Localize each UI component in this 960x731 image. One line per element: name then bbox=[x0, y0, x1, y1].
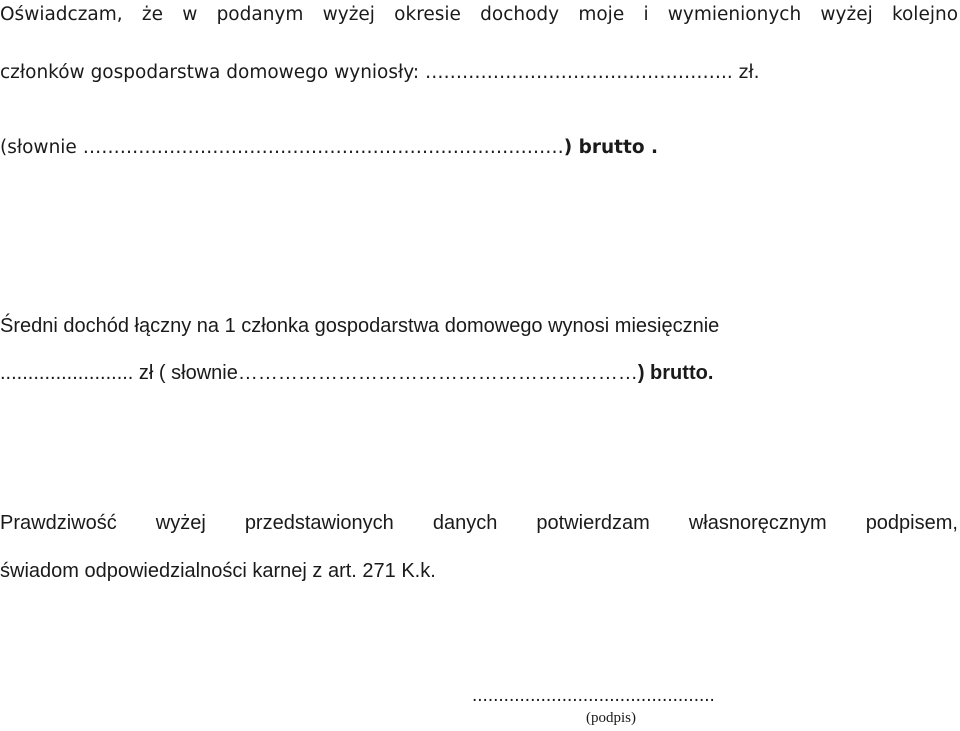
word: dochody bbox=[480, 4, 560, 25]
signature-line: .............................................. bbox=[472, 685, 715, 706]
word: potwierdzam bbox=[536, 512, 650, 534]
average-amount-blank: ........................ zł ( słownie bbox=[0, 362, 238, 384]
word: i bbox=[643, 4, 649, 25]
word: przedstawionych bbox=[244, 512, 394, 534]
word: własnoręcznym bbox=[688, 512, 827, 534]
word: kolejno bbox=[891, 4, 959, 25]
in-words-label: (słownie bbox=[0, 137, 83, 158]
statement-line-3 bbox=[0, 136, 658, 160]
income-label: członków gospodarstwa domowego wyniosły: bbox=[0, 62, 425, 83]
word: wymienionych bbox=[667, 4, 802, 25]
word: Prawdziwość bbox=[0, 512, 117, 534]
word: wyżej bbox=[155, 512, 206, 534]
word: wyżej bbox=[820, 4, 873, 25]
income-amount-blank: ………………………………………….. zł. bbox=[425, 62, 760, 83]
signature-label: (podpis) bbox=[586, 710, 636, 726]
word: moje bbox=[578, 4, 625, 25]
brutto-label: ) brutto bbox=[563, 137, 645, 158]
statement-line-2 bbox=[0, 61, 760, 85]
average-income-label: Średni dochód łączny na 1 członka gospodarstwa domowego wynosi miesięcznie bbox=[0, 315, 720, 337]
statement-line-1 bbox=[0, 3, 958, 27]
word: podanym bbox=[216, 4, 304, 25]
word: wyżej bbox=[322, 4, 375, 25]
word: w bbox=[182, 4, 198, 25]
declaration-line-2 bbox=[0, 559, 436, 583]
word: że bbox=[141, 4, 163, 25]
average-in-words-blank: …………………………………………………… bbox=[237, 362, 638, 384]
word: podpisem, bbox=[865, 512, 958, 534]
declaration-text: świadom odpowiedzialności karnej z art. 271 K.k. bbox=[0, 560, 436, 582]
word: danych bbox=[432, 512, 498, 534]
word: okresie bbox=[394, 4, 461, 25]
in-words-blank: …………………………………………………………………… bbox=[82, 137, 564, 158]
average-income-line-2 bbox=[0, 361, 713, 385]
brutto-tail: . bbox=[644, 137, 659, 158]
declaration-line-1 bbox=[0, 511, 958, 535]
brutto-label-2: ) brutto. bbox=[637, 362, 714, 384]
average-income-line-1 bbox=[0, 314, 719, 338]
word: Oświadczam, bbox=[0, 4, 123, 25]
